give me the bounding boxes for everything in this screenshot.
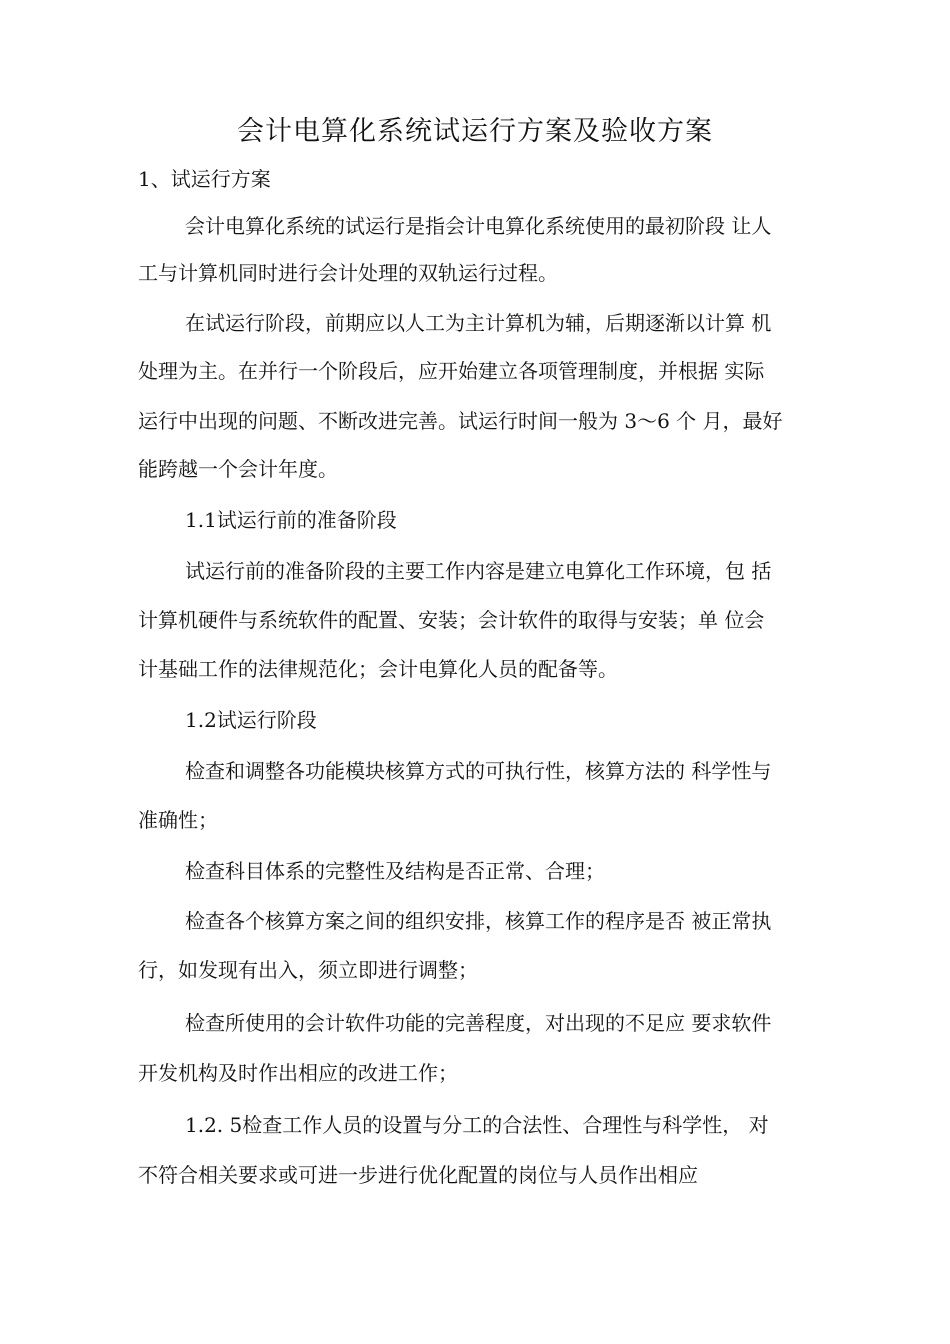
paragraph-line: 在试运行阶段，前期应以人工为主计算机为辅，后期逐渐以计算 机 — [185, 311, 772, 335]
paragraph-line: 1.2. 5检查工作人员的设置与分工的合法性、合理性与科学性， 对 — [185, 1113, 769, 1137]
paragraph-line: 检查和调整各功能模块核算方式的可执行性，核算方法的 科学性与 — [185, 759, 772, 783]
paragraph-line: 能跨越一个会计年度。 — [138, 457, 338, 481]
paragraph-line: 工与计算机同时进行会计处理的双轨运行过程。 — [138, 261, 558, 285]
paragraph-line: 计基础工作的法律规范化；会计电算化人员的配备等。 — [138, 657, 618, 681]
paragraph-line: 处理为主。在并行一个阶段后，应开始建立各项管理制度，并根据 实际 — [138, 359, 765, 383]
paragraph-line: 行，如发现有出入，须立即进行调整； — [138, 958, 478, 982]
paragraph-line: 检查各个核算方案之间的组织安排，核算工作的程序是否 被正常执 — [185, 909, 772, 933]
subsection-heading: 1.2试运行阶段 — [185, 708, 317, 732]
paragraph-line: 开发机构及时作出相应的改进工作； — [138, 1061, 458, 1085]
paragraph-line: 会计电算化系统的试运行是指会计电算化系统使用的最初阶段 让人 — [185, 214, 772, 238]
paragraph-line: 运行中出现的问题、不断改进完善。试运行时间一般为 3〜6 个 月，最好 — [138, 409, 783, 433]
paragraph-line: 检查所使用的会计软件功能的完善程度，对出现的不足应 要求软件 — [185, 1011, 772, 1035]
document-title: 会计电算化系统试运行方案及验收方案 — [237, 116, 713, 147]
subsection-heading: 1.1试运行前的准备阶段 — [185, 508, 397, 532]
paragraph-line: 检查科目体系的完整性及结构是否正常、合理； — [185, 859, 605, 883]
paragraph-line: 不符合相关要求或可进一步进行优化配置的岗位与人员作出相应 — [138, 1163, 698, 1187]
paragraph-line: 准确性； — [138, 808, 218, 832]
paragraph-line: 计算机硬件与系统软件的配置、安装；会计软件的取得与安装；单 位会 — [138, 608, 765, 632]
section-heading: 1、试运行方案 — [138, 167, 271, 191]
paragraph-line: 试运行前的准备阶段的主要工作内容是建立电算化工作环境，包 括 — [185, 559, 772, 583]
